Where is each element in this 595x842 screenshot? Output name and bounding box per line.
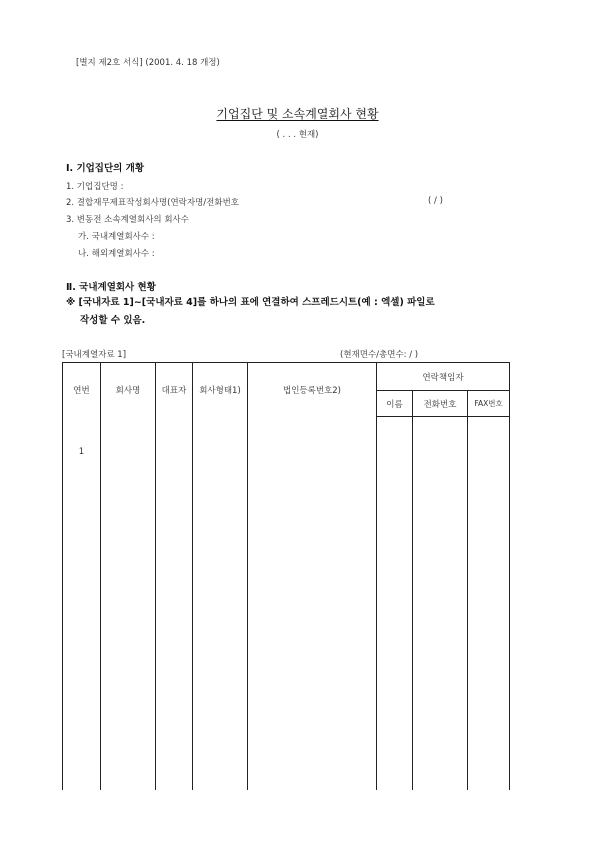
col-header-fax: FAX번호: [468, 391, 510, 417]
col-header-company-type: 회사형태1): [193, 363, 248, 417]
table-row: [63, 417, 510, 791]
row-number: 1: [78, 446, 85, 457]
col-header-company-name: 회사명: [101, 363, 156, 417]
form-number: [별지 제2호 서식] (2001. 4. 18 개정): [76, 58, 220, 68]
company-name-cell: [101, 417, 156, 791]
table-caption: [국내계열자료 1]: [62, 350, 127, 360]
col-header-ceo: 대표자: [156, 363, 193, 417]
as-of-date: ( . . . 현재): [276, 130, 319, 140]
company-type-cell: [193, 417, 248, 791]
phone-cell: [413, 417, 468, 791]
page-count: (현재면수/총면수: / ): [340, 350, 419, 360]
overseas-count-field: 나. 해외계열회사수 :: [78, 249, 155, 259]
section2-heading: Ⅱ. 국내계열회사 현황: [66, 282, 156, 293]
name-cell: [377, 417, 413, 791]
corp-reg-no-cell: [248, 417, 377, 791]
contact-paren: ( / ): [428, 196, 443, 206]
fax-cell: [468, 417, 510, 791]
page-title: 기업집단 및 소속계열회사 현황: [216, 107, 379, 121]
company-count-heading: 3. 변동전 소속계열회사의 회사수: [66, 215, 189, 225]
section1-heading: Ⅰ. 기업집단의 개황: [66, 163, 144, 174]
domestic-count-field: 가. 국내계열회사수 :: [78, 232, 155, 242]
ceo-cell: [156, 417, 193, 791]
col-header-name: 이름: [377, 391, 413, 417]
col-header-corp-reg-no: 법인등록번호2): [248, 363, 377, 417]
group-name-field: 1. 기업집단명 :: [66, 182, 124, 192]
row-number-cell: [63, 417, 101, 791]
col-header-contact-person: 연락책임자: [377, 363, 510, 391]
domestic-affiliates-table: [62, 362, 510, 790]
col-header-no: 연번: [63, 363, 101, 417]
note-line2: 작성할 수 있음.: [80, 315, 146, 326]
note-line1: ※ [국내자료 1]~[국내자료 4]를 하나의 표에 연결하여 스프레드시트(예 : 엑셀) 파일로: [66, 297, 435, 308]
consolidated-company-field: 2. 결합재무제표작성회사명(연락자명/전화번호: [66, 198, 240, 208]
col-header-phone: 전화번호: [413, 391, 468, 417]
